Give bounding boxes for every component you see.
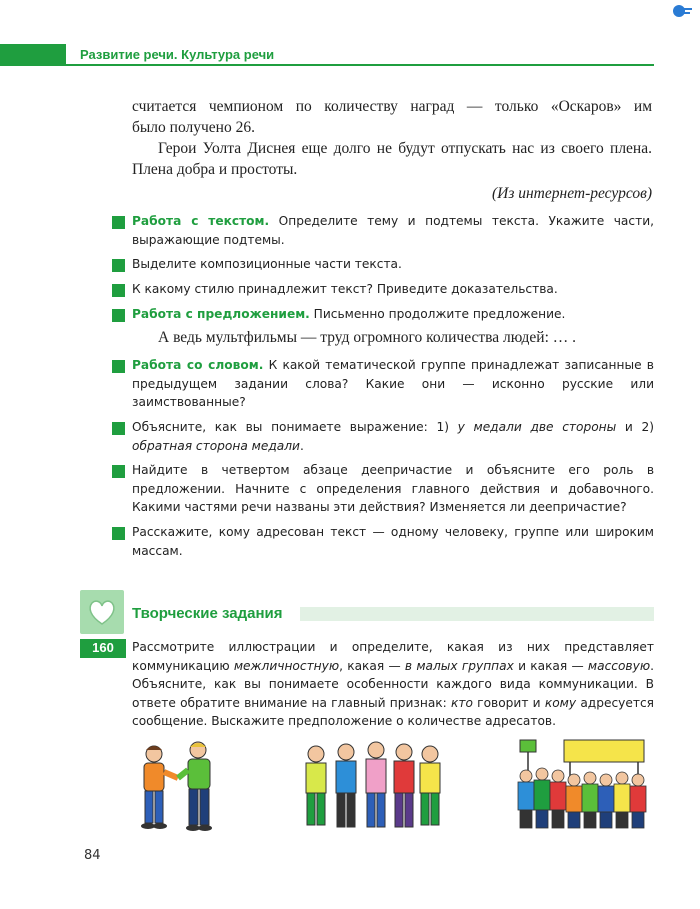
heart-icon — [80, 590, 124, 634]
task-italic: кому — [544, 695, 577, 710]
example-sentence: А ведь мультфильмы — труд огромного количества людей: … . — [158, 329, 577, 346]
task-text: адресуется сообщение. Выскажите предположение о количестве адресатов. — [132, 695, 654, 728]
task-text: Объясните, как вы понимаете выражение: 1) — [132, 420, 458, 434]
page-number: 84 — [84, 848, 101, 863]
task-bullet — [112, 309, 125, 322]
exercise-number-badge: 160 — [80, 639, 126, 657]
task-item-expression — [132, 418, 654, 455]
task-text: . — [299, 438, 304, 453]
task-label: Работа с текстом. — [132, 214, 270, 228]
exercise-160-text — [132, 638, 654, 731]
task-text: и какая — — [513, 658, 588, 673]
task-item-style — [132, 280, 654, 299]
crowd-with-banner-illustration — [514, 738, 654, 838]
task-bullet — [112, 422, 125, 435]
task-text: говорит и — [472, 695, 545, 710]
small-group-illustration — [298, 738, 448, 838]
creative-tasks-icon — [80, 590, 124, 634]
task-text: Найдите в четвертом абзаце деепричастие и объясните его роль в предложении. Начните с определения главного действия и добавочного. Какими частями речи названы эти действия? Изменяется ли деепричастие? — [132, 463, 654, 514]
task-text: . Объясните, как вы понимаете особенности каждого вида коммуникации. В ответе обратите внимание на главный признак: — [132, 658, 654, 710]
paragraph-line: было получено 26. — [132, 119, 255, 136]
section-header-title: Развитие речи. Культура речи — [80, 47, 275, 62]
task-text: К какому стилю принадлежит текст? Приведите доказательства. — [132, 282, 558, 296]
task-italic: кто — [451, 695, 473, 710]
task-item-participle — [132, 461, 654, 517]
task-text: Письменно продолжите предложение. — [309, 307, 566, 321]
task-text: Выделите композиционные части текста. — [132, 257, 402, 271]
task-item-addressee — [132, 523, 654, 560]
paragraph-continuation — [132, 96, 652, 138]
header-band — [0, 44, 66, 66]
exercise-number-rule — [80, 657, 126, 658]
task-item-composition — [132, 255, 654, 274]
header-rule — [66, 64, 654, 66]
creative-tasks-band — [300, 607, 654, 621]
task-bullet — [112, 216, 125, 229]
task-italic: массовую — [587, 658, 651, 673]
task-italic: у медали две стороны — [457, 420, 617, 434]
source-attribution: (Из интернет-ресурсов) — [491, 185, 652, 202]
task-bullet — [112, 259, 125, 272]
publisher-logo-icon — [672, 4, 692, 18]
task-bullet — [112, 360, 125, 373]
task-text: , какая — — [339, 658, 405, 673]
task-italic: в малых группах — [404, 658, 514, 673]
task-text: Рассмотрите иллюстрации и определите, какая из них представляет коммуникацию — [132, 640, 654, 673]
task-item-sentence-work — [132, 305, 654, 324]
paragraph-line: считается чемпионом по количеству наград — только «Оскаров» им — [132, 98, 652, 115]
two-people-handshake-illustration — [132, 738, 222, 838]
task-label: Работа со словом. — [132, 358, 264, 372]
task-italic: межличностную — [233, 658, 340, 673]
task-text: Определите тему и подтемы текста. Укажите части, выражающие подтемы. — [132, 214, 654, 247]
task-bullet — [112, 284, 125, 297]
task-bullet — [112, 527, 125, 540]
task-label: Работа с предложением. — [132, 307, 310, 321]
paragraph-disney: Герои Уолта Диснея еще долго не будут отпускать нас из своего плена. Плена добра и простоты. — [132, 140, 652, 178]
task-text: Расскажите, кому адресован текст — одному человеку, группе или широким массам. — [132, 525, 654, 558]
task-item-word-work — [132, 356, 654, 412]
task-italic: обратная сторона медали — [132, 438, 300, 453]
task-bullet — [112, 465, 125, 478]
creative-tasks-title: Творческие задания — [132, 605, 283, 622]
task-text: К какой тематической группе принадлежат записанные в предыдущем задании слова? Какие они — исконно русские или заимствованные? — [132, 358, 654, 409]
task-item-text-work — [132, 212, 654, 249]
task-text: и 2) — [616, 420, 655, 434]
